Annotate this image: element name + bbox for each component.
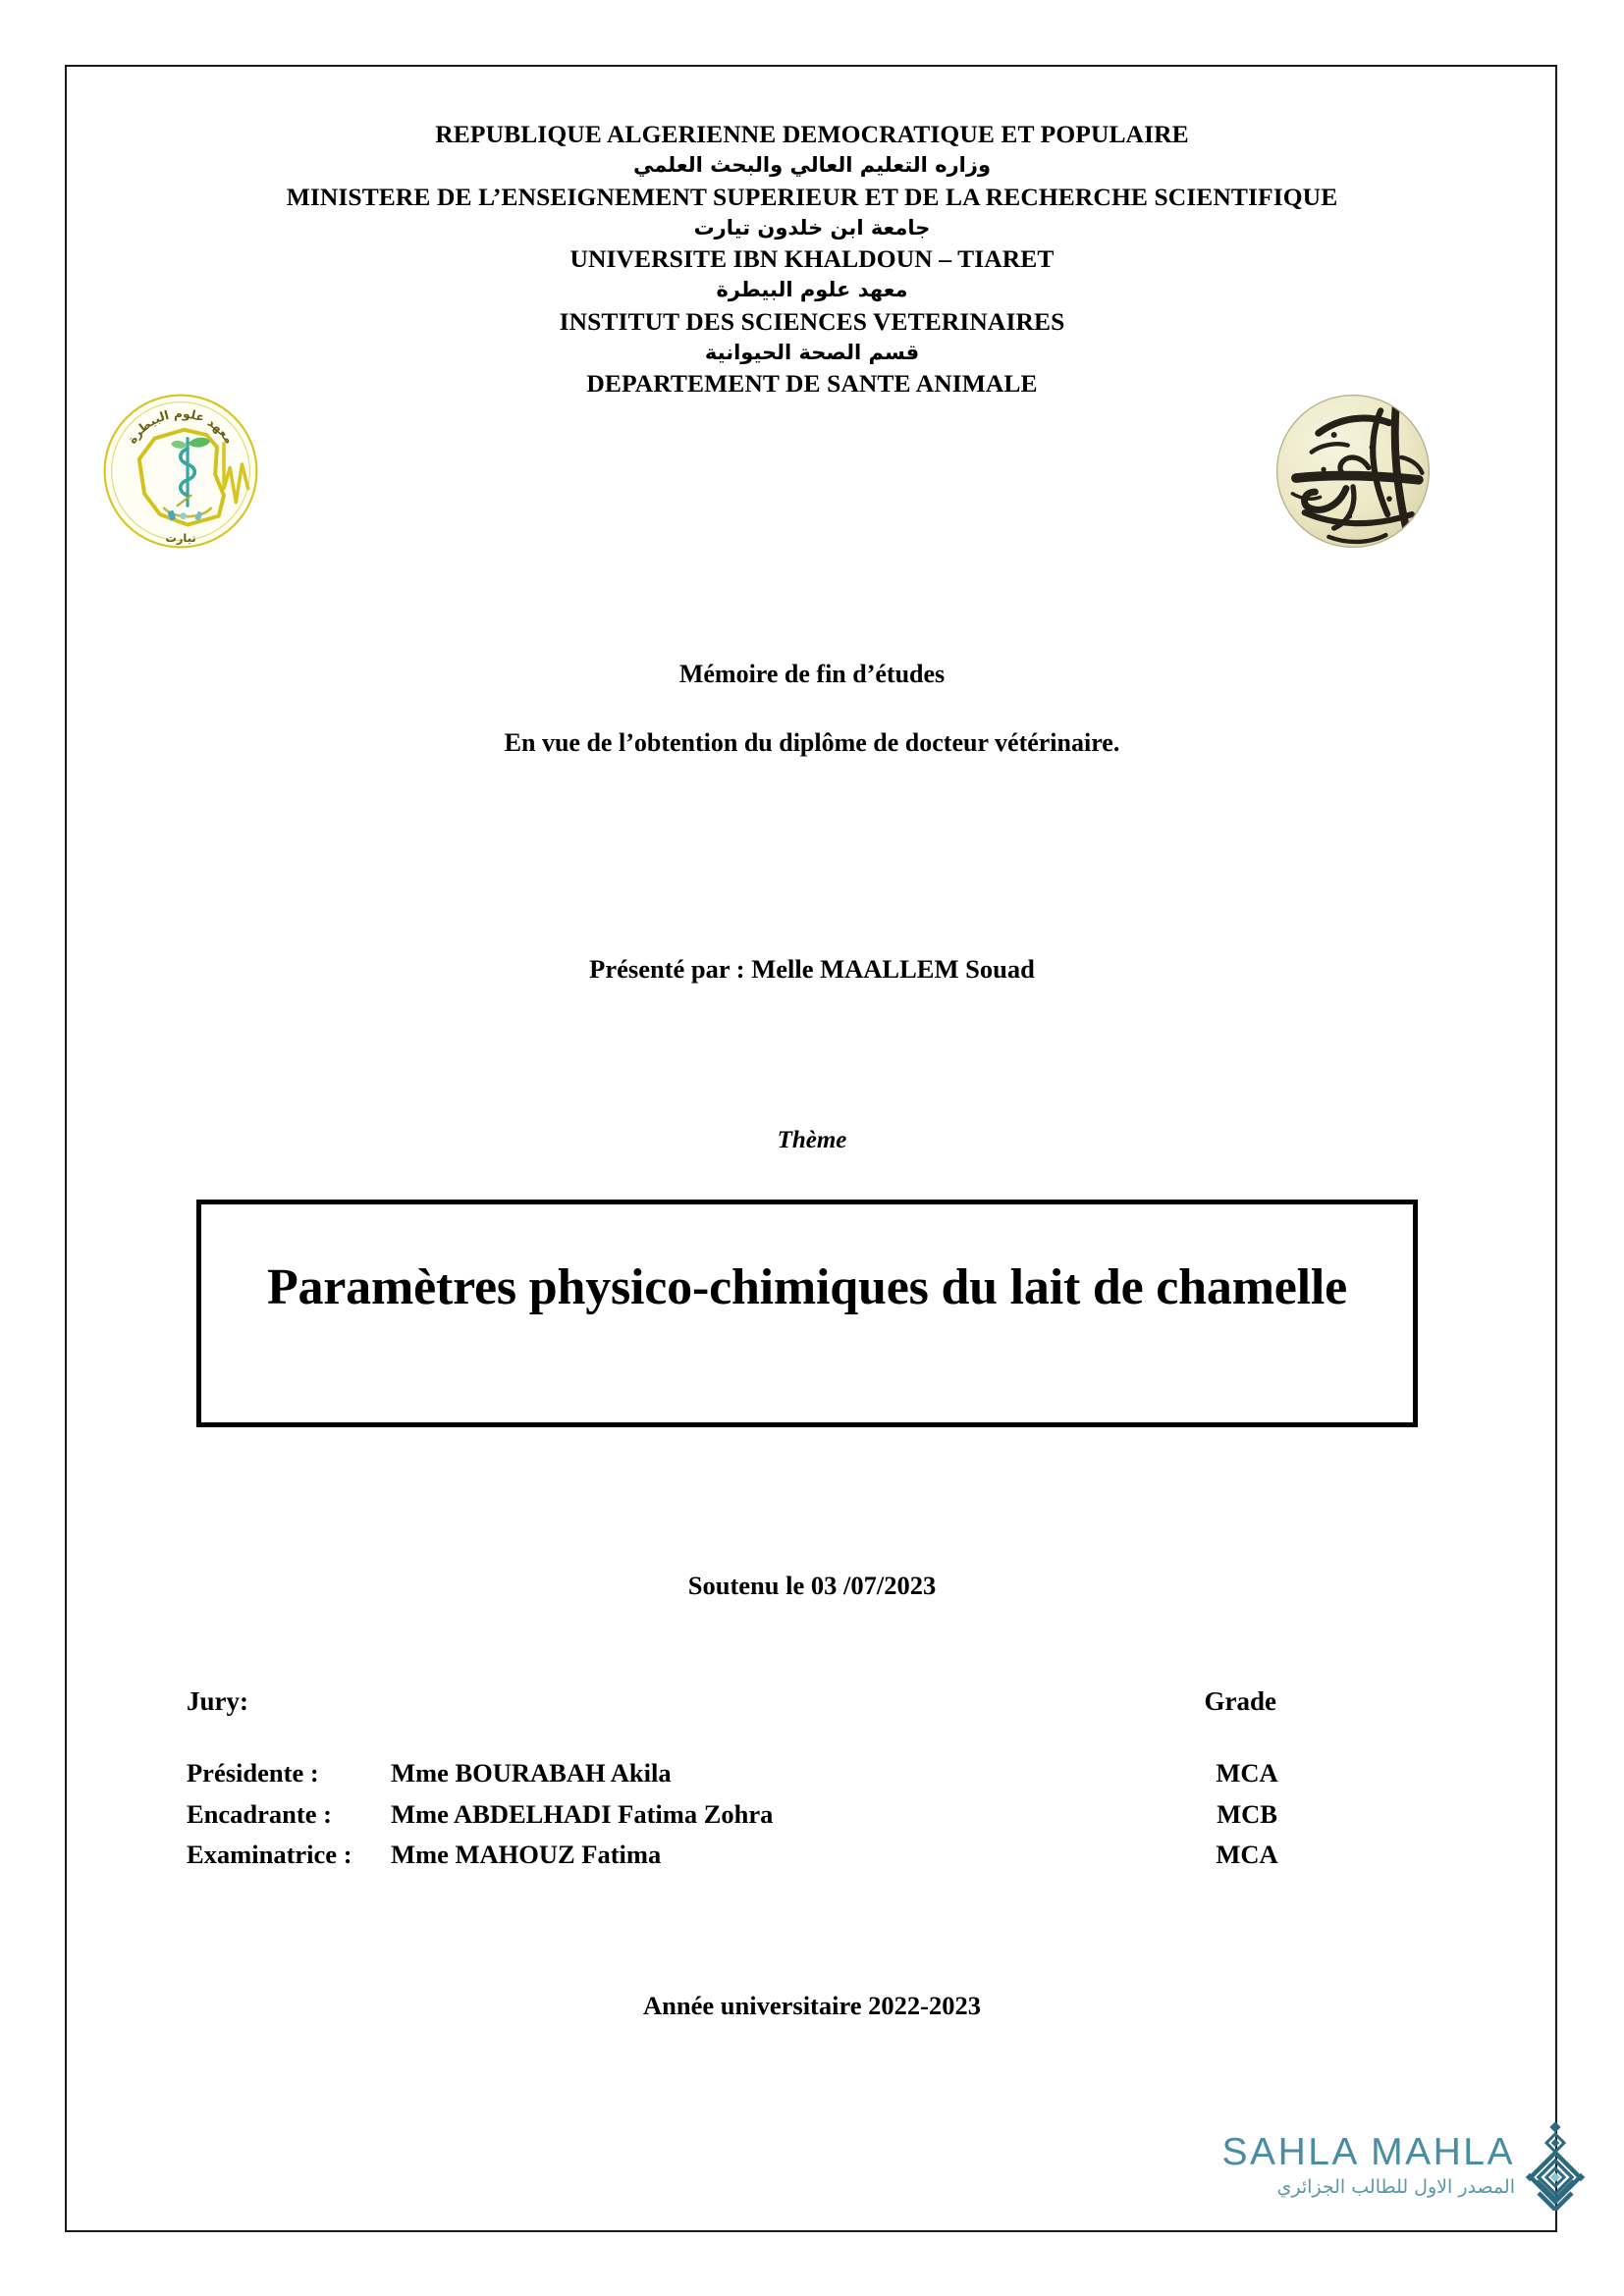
svg-text:تيارت: تيارت <box>165 531 196 546</box>
header-line-republique: REPUBLIQUE ALGERIENNE DEMOCRATIQUE ET POPULAIRE <box>435 120 1189 148</box>
jury-section <box>187 1686 1326 1883</box>
watermark-subtitle: المصدر الاول للطالب الجزائري <box>1276 2176 1515 2199</box>
universite-ibn-khaldoun-seal <box>1267 385 1439 558</box>
header-line-ministere: MINISTERE DE L’ENSEIGNEMENT SUPERIEUR ET DE LA RECHERCHE SCIENTIFIQUE <box>286 182 1338 211</box>
watermark-title: SAHLA MAHLA <box>1221 2131 1515 2174</box>
jury-label: Jury: <box>187 1686 248 1716</box>
thesis-title: Paramètres physico-chimiques du lait de chamelle <box>266 1259 1348 1315</box>
grade-column-label: Grade <box>1204 1686 1276 1716</box>
svg-text:معهد علوم البيطرة: معهد علوم البيطرة <box>125 406 237 447</box>
header-line-ministry-arabic: وزاره التعليم العالي والبحث العلمي <box>632 153 992 178</box>
jury-header-row <box>187 1686 1326 1717</box>
academic-year: Année universitaire 2022-2023 <box>643 1991 981 2020</box>
document-header <box>0 118 1624 400</box>
theme-label: Thème <box>777 1127 847 1153</box>
institut-sciences-veterinaires-logo <box>94 385 267 558</box>
sahla-mahla-watermark <box>1134 2120 1586 2211</box>
jury-grade: MCB <box>1217 1798 1277 1829</box>
header-line-university-arabic: جامعة ابن خلدون تيارت <box>693 215 931 240</box>
jury-grade: MCA <box>1216 1840 1278 1869</box>
jury-grade: MCA <box>1216 1758 1278 1788</box>
author-line: Présenté par : Melle MAALLEM Souad <box>589 954 1035 984</box>
header-line-institute-arabic: معهد علوم البيطرة <box>716 278 908 302</box>
jury-role: Encadrante : <box>187 1798 332 1829</box>
thesis-title-box <box>196 1200 1418 1427</box>
jury-row <box>187 1842 1326 1868</box>
jury-row <box>187 1798 1326 1829</box>
jury-role: Présidente : <box>187 1758 319 1788</box>
memoire-label: Mémoire de fin d’études <box>678 660 946 688</box>
jury-name: Mme BOURABAH Akila <box>391 1758 672 1788</box>
amazigh-diamond-ornament-icon <box>1525 2120 1586 2211</box>
jury-role: Examinatrice : <box>187 1840 352 1869</box>
header-line-universite: UNIVERSITE IBN KHALDOUN – TIARET <box>569 244 1055 274</box>
jury-name: Mme ABDELHADI Fatima Zohra <box>391 1798 774 1829</box>
watermark-text <box>1134 2133 1525 2198</box>
header-line-department-arabic: قسم الصحة الحيوانية <box>704 340 920 364</box>
header-line-institut: INSTITUT DES SCIENCES VETERINAIRES <box>559 306 1065 336</box>
header-line-departement: DEPARTEMENT DE SANTE ANIMALE <box>586 369 1038 399</box>
jury-name: Mme MAHOUZ Fatima <box>391 1840 662 1869</box>
defense-date: Soutenu le 03 /07/2023 <box>687 1571 937 1600</box>
jury-row <box>187 1760 1326 1787</box>
diplome-label: En vue de l’obtention du diplôme de docteur vétérinaire. <box>504 728 1120 757</box>
